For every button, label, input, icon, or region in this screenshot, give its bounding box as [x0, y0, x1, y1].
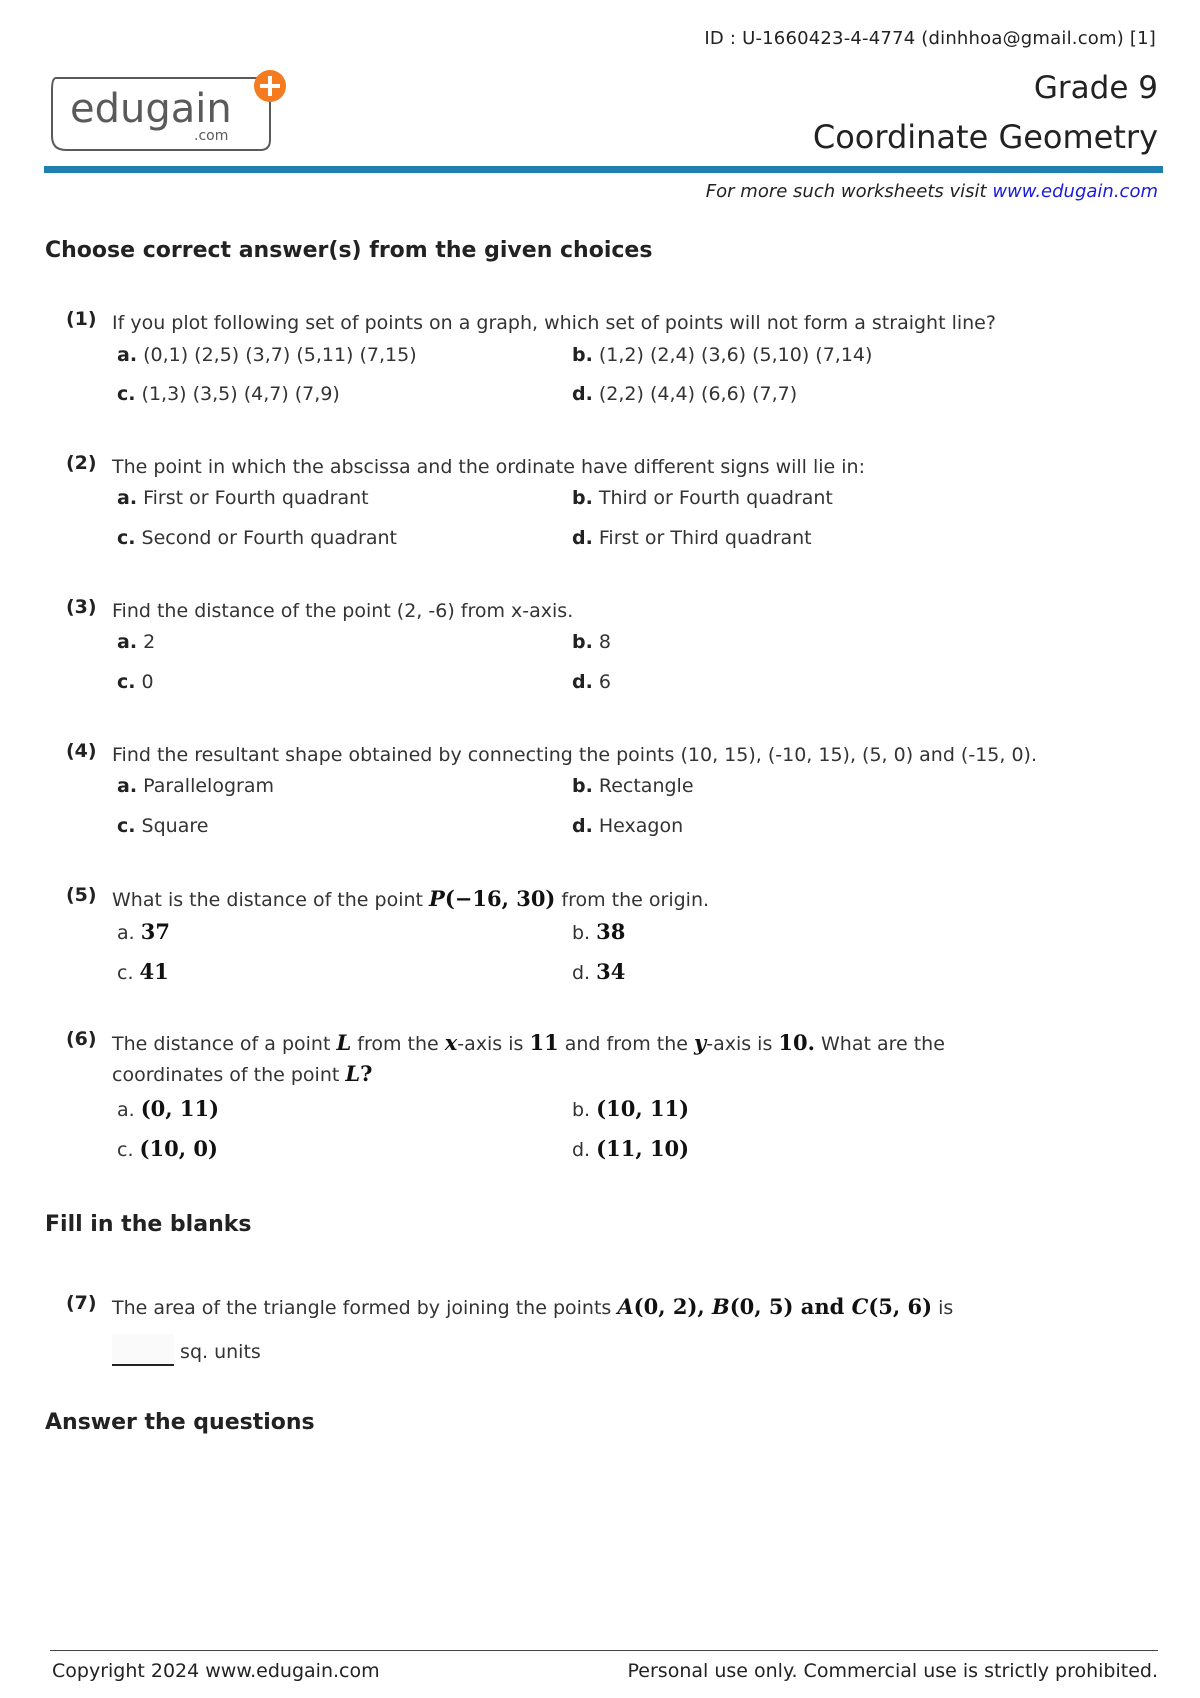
- option-a[interactable]: a. Parallelogram: [117, 775, 274, 797]
- grade-title: Grade 9: [1033, 70, 1158, 106]
- question-number: (4): [66, 740, 97, 762]
- option-c[interactable]: c. 0: [117, 671, 154, 693]
- question-number: (7): [66, 1292, 97, 1314]
- question-number: (1): [66, 308, 97, 330]
- section-heading-fill: Fill in the blanks: [45, 1212, 252, 1237]
- question-text: Find the distance of the point (2, -6) from x-axis.: [112, 600, 574, 622]
- question-number: (5): [66, 884, 97, 906]
- edugain-logo[interactable]: [48, 70, 288, 160]
- option-d[interactable]: d. Hexagon: [572, 815, 684, 837]
- option-a[interactable]: a. 37: [117, 919, 170, 944]
- question-text: The point in which the abscissa and the ordinate have different signs will lie in:: [112, 456, 865, 478]
- option-a[interactable]: a. (0, 11): [117, 1096, 220, 1121]
- topic-title: Coordinate Geometry: [812, 118, 1158, 156]
- option-d[interactable]: d. 34: [572, 959, 626, 984]
- question-number: (2): [66, 452, 97, 474]
- option-d[interactable]: d. First or Third quadrant: [572, 527, 812, 549]
- option-d[interactable]: d. 6: [572, 671, 611, 693]
- edugain-link[interactable]: www.edugain.com: [992, 181, 1158, 202]
- logo-subtext: .com: [194, 128, 229, 144]
- option-b[interactable]: b. 38: [572, 919, 626, 944]
- question-text: Find the resultant shape obtained by connecting the points (10, 15), (-10, 15), (5, 0) and (-15, 0).: [112, 744, 1037, 766]
- section-heading-mcq: Choose correct answer(s) from the given choices: [45, 238, 653, 263]
- user-id-line: ID : U-1660423-4-4774 (dinhhoa@gmail.com) [1]: [704, 28, 1156, 49]
- logo-text: edugain: [70, 86, 232, 132]
- option-b[interactable]: b. Third or Fourth quadrant: [572, 487, 833, 509]
- option-c[interactable]: c. (10, 0): [117, 1136, 218, 1161]
- option-b[interactable]: b. (1,2) (2,4) (3,6) (5,10) (7,14): [572, 344, 873, 366]
- footer-rule: [50, 1650, 1158, 1651]
- option-d[interactable]: d. (11, 10): [572, 1136, 690, 1161]
- visit-line: [706, 181, 1158, 202]
- option-c[interactable]: c. Second or Fourth quadrant: [117, 527, 397, 549]
- question-text: If you plot following set of points on a graph, which set of points will not form a straight line?: [112, 312, 996, 334]
- question-text: What is the distance of the point P(−16, 30) from the origin.: [112, 886, 710, 911]
- question-text: The area of the triangle formed by joining the points A(0, 2), B(0, 5) and C(5, 6) is sq. units: [112, 1285, 992, 1374]
- option-c[interactable]: c. Square: [117, 815, 209, 837]
- question-number: (6): [66, 1028, 97, 1050]
- option-b[interactable]: b. (10, 11): [572, 1096, 690, 1121]
- answer-blank-input[interactable]: [112, 1334, 174, 1366]
- visit-prefix: For more such worksheets visit: [705, 181, 993, 202]
- option-a[interactable]: a. 2: [117, 631, 156, 653]
- option-c[interactable]: c. (1,3) (3,5) (4,7) (7,9): [117, 383, 340, 405]
- option-c[interactable]: c. 41: [117, 959, 169, 984]
- question-text: The distance of a point L from the x-axis is 11 and from the y-axis is 10. What are the coordinates of the point L?: [112, 1030, 945, 1086]
- option-a[interactable]: a. (0,1) (2,5) (3,7) (5,11) (7,15): [117, 344, 417, 366]
- option-d[interactable]: d. (2,2) (4,4) (6,6) (7,7): [572, 383, 798, 405]
- footer-notice: Personal use only. Commercial use is strictly prohibited.: [627, 1660, 1158, 1682]
- header-rule: [44, 166, 1163, 173]
- option-a[interactable]: a. First or Fourth quadrant: [117, 487, 369, 509]
- section-heading-answer: Answer the questions: [45, 1410, 315, 1435]
- option-b[interactable]: b. Rectangle: [572, 775, 694, 797]
- question-number: (3): [66, 596, 97, 618]
- footer-copyright: Copyright 2024 www.edugain.com: [52, 1660, 380, 1682]
- option-b[interactable]: b. 8: [572, 631, 611, 653]
